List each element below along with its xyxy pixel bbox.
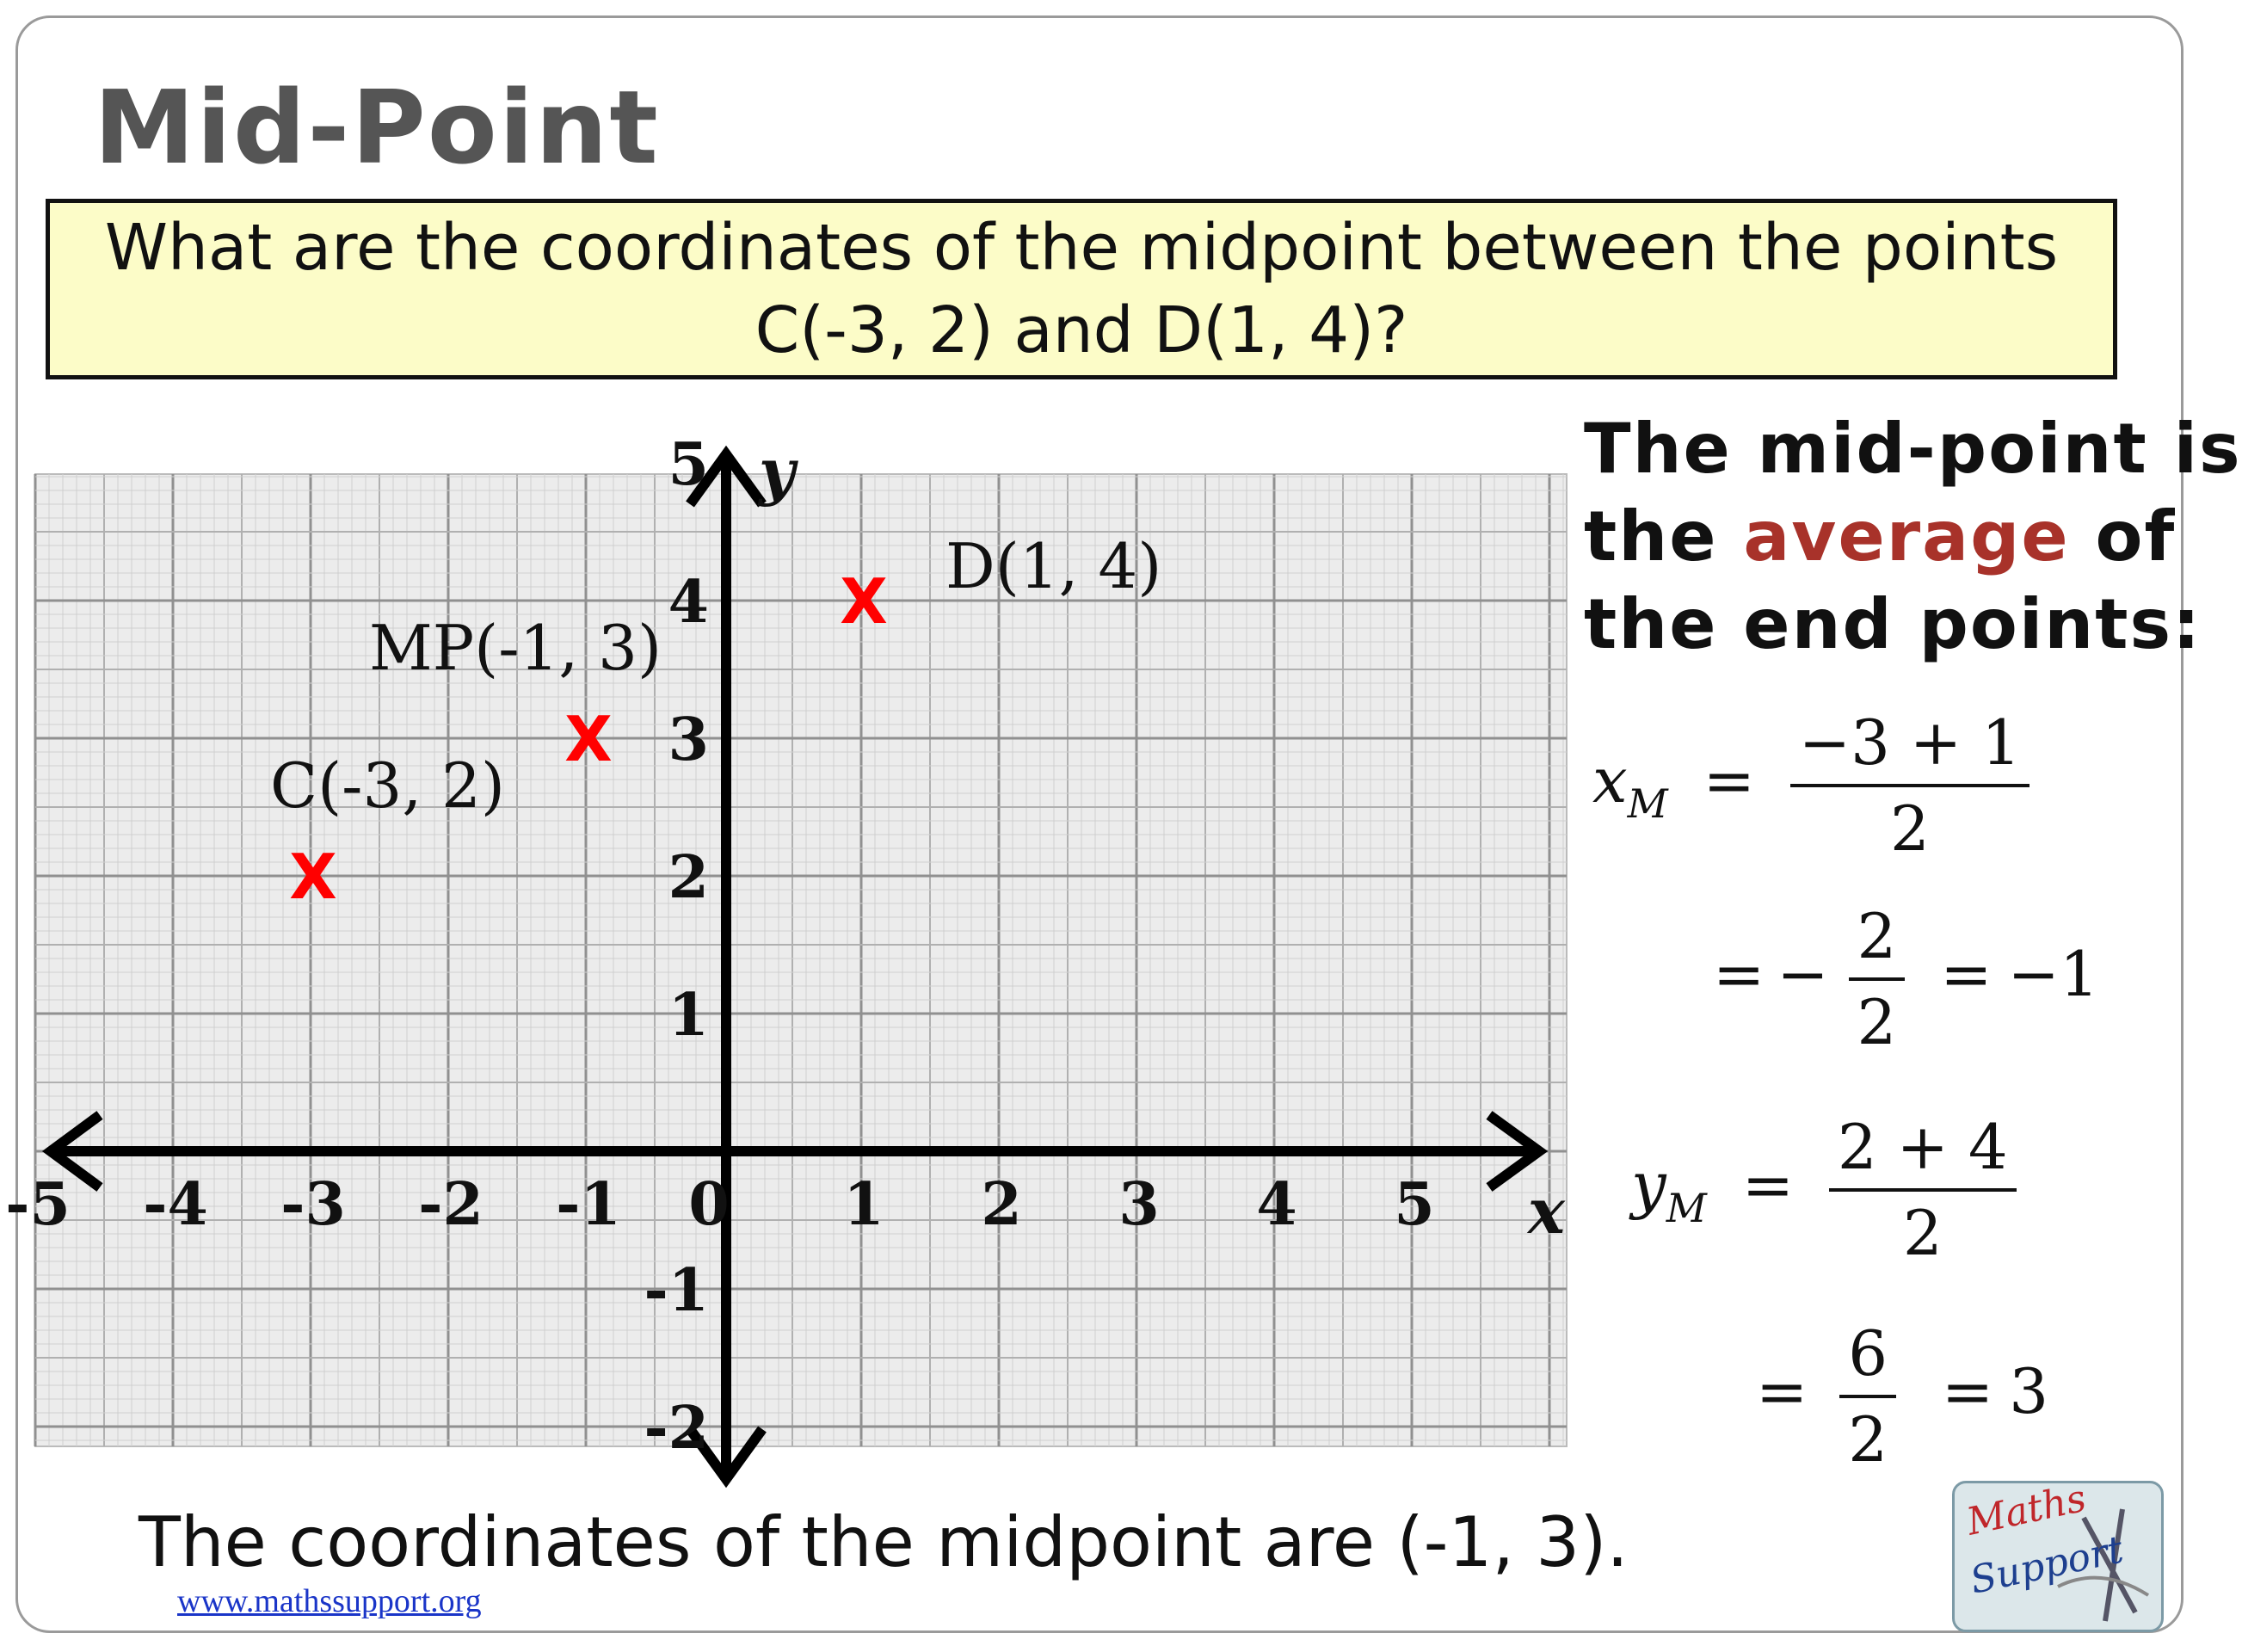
logo-text-support: Support — [1966, 1527, 2128, 1603]
ym-result-equals: = — [1941, 1355, 1994, 1427]
point-label: C(-3, 2) — [270, 749, 505, 822]
y-tick-label: 1 — [668, 981, 709, 1050]
ym-simplify-equals: = — [1756, 1355, 1808, 1427]
point-label: D(1, 4) — [945, 530, 1162, 602]
slide-title: Mid-Point — [94, 68, 660, 187]
x-tick-label: 1 — [843, 1170, 884, 1239]
xm-simplify-negative: − — [1777, 938, 1829, 1010]
explanation-line-3: the end points: — [1584, 584, 2202, 664]
y-tick-label: 4 — [668, 568, 709, 637]
x-tick-label: -5 — [5, 1170, 71, 1239]
question-line-1: What are the coordinates of the midpoint between the points — [104, 211, 2059, 285]
ym-simplify — [1756, 1317, 2048, 1476]
website-link[interactable]: www.mathssupport.org — [177, 1583, 482, 1619]
grid-background — [35, 474, 1567, 1446]
xm-subscript: M — [1627, 780, 1668, 827]
y-tick-label: 2 — [668, 843, 709, 912]
question-line-2: C(-3, 2) and D(1, 4)? — [755, 293, 1408, 367]
ym-equals: = — [1741, 1149, 1795, 1221]
x-tick-label: 4 — [1256, 1170, 1297, 1239]
point-label: MP(-1, 3) — [369, 612, 662, 684]
x-tick-label: 2 — [981, 1170, 1022, 1239]
xm-simplify-numerator: 2 — [1849, 900, 1906, 981]
answer-text: The coordinates of the midpoint are (-1, 3). — [139, 1502, 1629, 1582]
explanation-line-1: The mid-point is — [1584, 409, 2242, 489]
question-box — [46, 199, 2117, 379]
xm-equals: = — [1703, 744, 1755, 817]
logo-text-maths: Maths — [1962, 1476, 2091, 1544]
logo-graphic — [1955, 1476, 2161, 1630]
point-marker: X — [564, 703, 613, 775]
maths-support-logo — [1952, 1476, 2164, 1632]
xm-result-equals: = — [1940, 938, 1993, 1010]
point-marker: X — [289, 841, 337, 913]
xm-numerator: −3 + 1 — [1790, 706, 2030, 787]
slide — [5, 15, 2242, 1633]
coordinate-grid — [5, 430, 1584, 1507]
ym-denominator: 2 — [1902, 1197, 1943, 1269]
x-tick-label: 5 — [1394, 1170, 1435, 1239]
xm-denominator: 2 — [1889, 792, 1930, 865]
ym-equation — [1631, 1111, 2017, 1269]
explanation — [1584, 405, 2242, 669]
xm-simplify-equals: = — [1713, 938, 1765, 1010]
y-tick-label: 5 — [668, 430, 709, 499]
xm-equation — [1592, 706, 2030, 865]
x-tick-label: -1 — [556, 1170, 621, 1239]
explanation-line-2-post: of — [2069, 496, 2177, 576]
y-tick-label: -1 — [644, 1256, 709, 1325]
xm-simplify-denominator: 2 — [1857, 986, 1897, 1058]
x-tick-label: -2 — [418, 1170, 484, 1239]
ym-numerator: 2 + 4 — [1829, 1111, 2017, 1192]
x-axis-label: x — [1528, 1174, 1565, 1248]
ym-simplify-fraction — [1839, 1317, 1896, 1476]
xm-variable: x — [1592, 744, 1628, 817]
x-tick-label: 0 — [688, 1170, 730, 1239]
xm-result: −1 — [2007, 938, 2099, 1010]
explanation-line-2-pre: the — [1584, 496, 1744, 576]
y-axis-label: y — [759, 435, 795, 508]
xm-simplify-fraction — [1849, 900, 1906, 1058]
x-tick-label: -3 — [280, 1170, 346, 1239]
ym-subscript: M — [1666, 1185, 1707, 1231]
ym-variable: y — [1631, 1149, 1666, 1221]
ym-simplify-numerator: 6 — [1839, 1317, 1896, 1398]
average-highlight: average — [1743, 496, 2070, 576]
ym-fraction — [1829, 1111, 2017, 1269]
ym-result: 3 — [2009, 1355, 2049, 1427]
xm-simplify — [1713, 900, 2099, 1058]
xm-fraction — [1790, 706, 2030, 865]
y-tick-label: -2 — [644, 1394, 709, 1463]
x-tick-label: -4 — [143, 1170, 208, 1239]
ym-simplify-denominator: 2 — [1848, 1403, 1888, 1476]
point-marker: X — [840, 565, 888, 638]
x-tick-label: 3 — [1118, 1170, 1160, 1239]
explanation-line-2 — [1584, 493, 2186, 581]
y-tick-label: 3 — [668, 706, 709, 774]
